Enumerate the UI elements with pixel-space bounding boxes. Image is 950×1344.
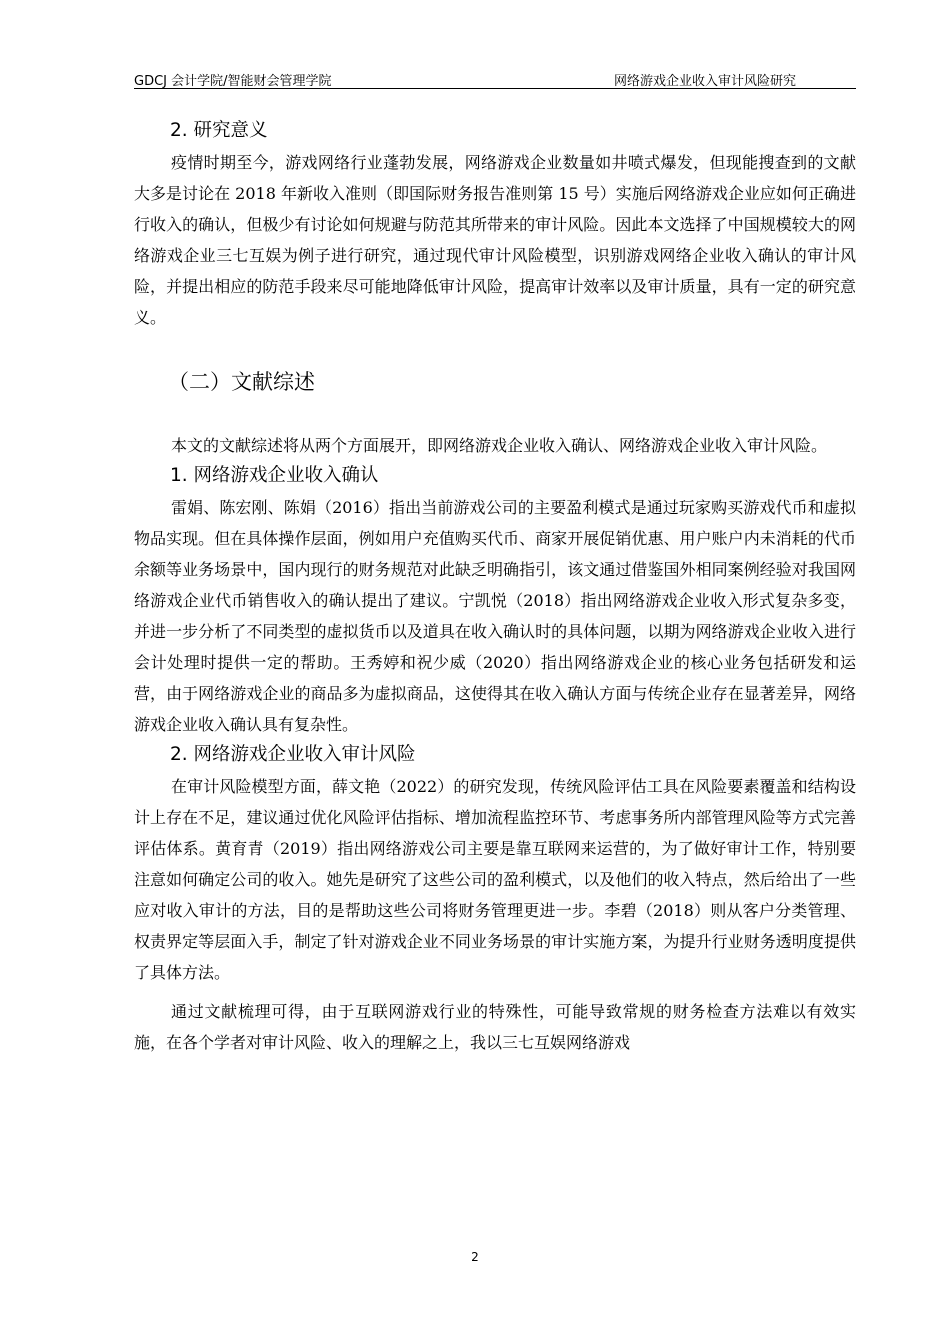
paragraph-literature-intro: 本文的文献综述将从两个方面展开，即网络游戏企业收入确认、网络游戏企业收入审计风险。 (171, 436, 828, 455)
section-heading-research-significance: 2. 研究意义 (170, 120, 268, 141)
page-header (134, 68, 856, 89)
subheading-revenue-recognition: 1. 网络游戏企业收入确认 (170, 465, 379, 486)
document-body (134, 116, 856, 1058)
paragraph-revenue-recognition: 雷娟、陈宏刚、陈娟（2016）指出当前游戏公司的主要盈利模式是通过玩家购买游戏代币和虚拟物品实现。但在具体操作层面，例如用户充值购买代币、商家开展促销优惠、用户账户内未消耗的代币余额等业务场景中，国内现行的财务规范对此缺乏明确指引，该文通过借鉴国外相同案例经验对我国网络游戏企业代币销售收入的确认提出了建议。宁凯悦（2018）指出网络游戏企业收入形式复杂多变，并进一步分析了不同类型的虚拟货币以及道具在收入确认时的具体问题，以期为网络游戏企业收入进行会计处理时提供一定的帮助。王秀婷和祝少威（2020）指出网络游戏企业的核心业务包括研发和运营，由于网络游戏企业的商品多为虚拟商品，这使得其在收入确认方面与传统企业存在显著差异，网络游戏企业收入确认具有复杂性。 (134, 498, 856, 734)
paragraph-research-significance: 疫情时期至今，游戏网络行业蓬勃发展，网络游戏企业数量如井喷式爆发，但现能搜查到的文献大多是讨论在 2018 年新收入准则（即国际财务报告准则第 15 号）实施后网络游戏企业应如何正确进行收入的确认，但极少有讨论如何规避与防范其所带来的审计风险。因此本文选择了中国规模较大的网络游戏企业三七互娱为例子进行研究，通过现代审计风险模型，识别游戏网络企业收入确认的审计风险，并提出相应的防范手段来尽可能地降低审计风险，提高审计效率以及审计质量，具有一定的研究意义。 (134, 153, 856, 327)
paragraph-revenue-audit-risk: 在审计风险模型方面，薛文艳（2022）的研究发现，传统风险评估工具在风险要素覆盖和结构设计上存在不足，建议通过优化风险评估指标、增加流程监控环节、考虑事务所内部管理风险等方式完善评估体系。黄育青（2019）指出网络游戏公司主要是靠互联网来运营的，为了做好审计工作，特别要注意如何确定公司的收入。她先是研究了这些公司的盈利模式，以及他们的收入特点，然后给出了一些应对收入审计的方法，目的是帮助这些公司将财务管理更进一步。李碧（2018）则从客户分类管理、权责界定等层面入手，制定了针对游戏企业不同业务场景的审计实施方案，为提升行业财务透明度提供了具体方法。 (134, 777, 856, 982)
header-right-text: 网络游戏企业收入审计风险研究 (613, 74, 796, 89)
page-number: 2 (471, 1250, 479, 1264)
paragraph-literature-summary: 通过文献梳理可得，由于互联网游戏行业的特殊性，可能导致常规的财务检查方法难以有效实施，在各个学者对审计风险、收入的理解之上，我以三七互娱网络游戏 (134, 1002, 856, 1052)
header-left-text: GDCJ 会计学院/智能财会管理学院 (134, 74, 332, 89)
section-heading-literature-review: （二）文献综述 (168, 370, 315, 394)
subheading-revenue-audit-risk: 2. 网络游戏企业收入审计风险 (170, 744, 416, 765)
